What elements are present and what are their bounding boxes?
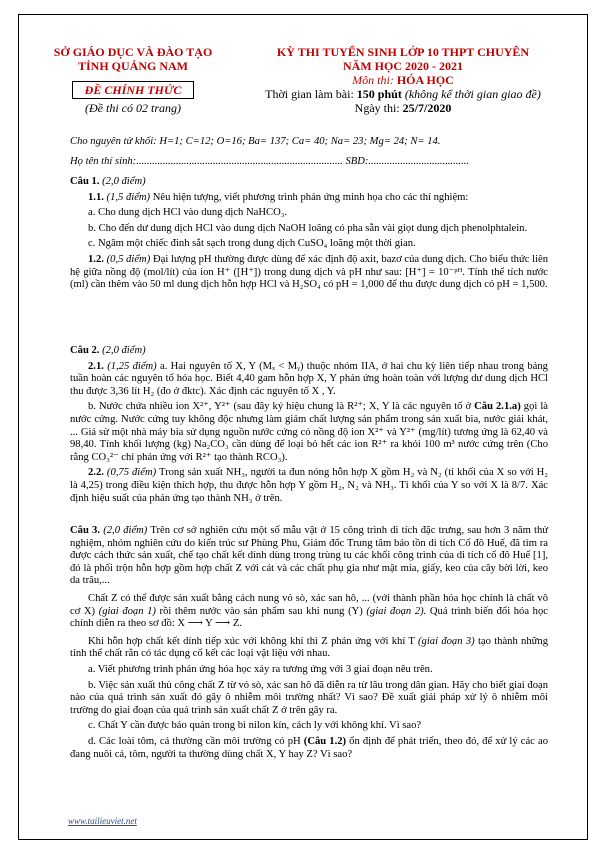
q2-b-text-1: b. Nước chứa nhiều ion X²⁺, Y²⁺ (sau đây ký hiệu chung là R²⁺; X, Y là các nguyên tố ở [88, 401, 472, 413]
province-name: TỈNH QUẢNG NAM [78, 59, 188, 73]
q1-points: (2,0 điểm) [102, 176, 146, 187]
q1-part2 [70, 254, 548, 292]
q1-title: Câu 1. [70, 176, 100, 187]
question-3 [70, 525, 548, 761]
q3-para2 [70, 593, 548, 631]
q2-part1 [70, 361, 548, 399]
date-value: 25/7/2020 [402, 101, 452, 115]
exam-title: KỲ THI TUYỂN SINH LỚP 10 THPT CHUYÊN [276, 45, 530, 59]
q1-p2-num: 1.2. [88, 253, 104, 265]
q1-b: b. Cho đến dư dung dịch HCl vào dung dịch NaOH loãng có pha sẵn vài giọt dung dịch phenolphtalein. [88, 222, 528, 234]
atomic-masses: Cho nguyên tử khối: H=1; C=12; O=16; Ba= 137; Ca= 40; Na= 23; Mg= 24; N= 14. [70, 136, 441, 147]
official-stamp: ĐỀ CHÍNH THỨC [72, 81, 195, 99]
q3-stage3: (giai đoạn 3) [418, 635, 475, 647]
candidate-line [70, 156, 548, 169]
q3-c: c. Chất Y cần được bảo quản trong bì nilon kín, cách ly với không khí. Vì sao? [88, 720, 422, 732]
sbd-dots: ...................................... [368, 156, 470, 167]
q3-d-a: d. Các loài tôm, cá thường cần môi trường có pH [88, 735, 301, 747]
q1-part1 [70, 192, 548, 205]
q3-d [70, 736, 548, 761]
q1-a: a. Cho dung dịch HCl vào dung dịch NaHCO₃. [88, 207, 288, 219]
candidate-name-label: Họ tên thí sinh: [70, 156, 137, 167]
q1-p2-text: Đại lượng pH thường được dùng để xác định độ axit, bazơ của dung dịch. Cho biểu thức liên hệ giữa nồng độ (mol/lít) của ion H⁺ ([H⁺]) trong dung dịch và pH như sau: [H⁺] = 10⁻ᵖᴴ. Tính thể tích nước (ml) cần thêm vào 50 ml dung dịch hỗn hợp HCl và H₂SO₄ có pH = 1,000 để thu được dung dịch có pH = 1,500. [70, 253, 549, 291]
q2-p1-num: 2.1. [88, 360, 104, 372]
q2-p2-pts: (0,75 điểm) [106, 467, 157, 479]
time-line [238, 87, 568, 101]
time-label: Thời gian làm bài: [265, 87, 354, 101]
q3-stage1: (giai đoạn 1) [98, 605, 156, 617]
q1-heading [70, 176, 548, 189]
q3-para3-b: tạo thành những tinh thể chất rắn có tác dụng cố kết các loại vật liệu với nhau. [70, 635, 548, 660]
subject-name: HÓA HỌC [396, 73, 454, 87]
q2-p2-num: 2.2. [88, 467, 104, 479]
time-note: (không kể thời gian giao đề) [404, 87, 541, 101]
q3-para2-c: Quá trình biến đổi hóa học chính diễn ra theo sơ đồ: X ⟶ Y ⟶ Z. [70, 605, 548, 630]
header-right [238, 45, 568, 115]
q3-points: (2,0 điểm) [103, 525, 148, 536]
q1-p2-pts: (0,5 điểm) [106, 253, 151, 265]
q1-p1-text: Nêu hiện tượng, viết phương trình phản ứng minh họa cho các thí nghiệm: [152, 191, 469, 203]
q3-b: b. Việc sản xuất thủ công chất Z từ vỏ sò, xác san hô đã diễn ra từ lâu trong dân gian. Hãy cho biết giai đoạn nào của quá trình sản xuất đó gây ô nhiễm môi trường nhất? Vì sao? Đề xuất giải pháp xử lý ô nhiễm môi trường do giai đoạn của quá trình sản xuất chất Z ở trên gây ra. [70, 679, 548, 716]
q2-p1-text: a. Hai nguyên tố X, Y (Mₓ < Mᵧ) thuộc nhóm IIA, ở hai chu kỳ liên tiếp nhau trong bảng tuần hoàn các nguyên tố hóa học. Biết 4,40 gam hỗn hợp X, Y phản ứng hoàn toàn với lượng dư dung dịch HCl thu được 3,36 lít H₂ (đo ở đktc). Xác định các nguyên tố X , Y. [70, 360, 548, 397]
date-line [238, 101, 568, 115]
q2-points: (2,0 điểm) [102, 345, 146, 356]
q3-para2-a: Chất Z có thể được sản xuất bằng cách nung vỏ sò, xác san hô, ... (với thành phần hóa học chính là chất vô cơ X) [70, 592, 548, 617]
department-name: SỞ GIÁO DỤC VÀ ĐÀO TẠO [53, 45, 213, 59]
q2-part2 [70, 467, 548, 505]
q3-intro [70, 525, 548, 588]
q1-p1-pts: (1,5 điểm) [106, 191, 151, 203]
q1-c: c. Ngâm một chiếc đinh sắt sạch trong dung dịch CuSO₄ loãng một thời gian. [88, 238, 416, 250]
question-2 [70, 345, 548, 505]
q3-a: a. Viết phương trình phản ứng hóa học xảy ra tương ứng với 3 giai đoạn nêu trên. [88, 663, 433, 675]
candidate-name-dots: .............................................................................. [136, 156, 343, 167]
q2-p2-text: Trong sản xuất NH₃, người ta đun nóng hỗn hợp X gồm H₂ và N₂ (tỉ khối của X so với H₂ là 4,25) trong điều kiện thích hợp, thu được hỗn hợp Y gồm H₂, N₂ và NH₃. Tỉ khối của Y so với X là 8/7. Xác định hiệu suất của phản ứng tạo thành NH₃ ở trên. [70, 467, 548, 504]
q3-para2-b: rồi thêm nước vào sản phẩm sau khi nung (Y) [159, 605, 363, 617]
subject-line [238, 73, 568, 87]
date-label: Ngày thi: [354, 101, 400, 115]
school-year: NĂM HỌC 2020 - 2021 [343, 59, 463, 73]
q2-b [70, 401, 548, 464]
q2-b-ref: Câu 2.1.a) [474, 401, 521, 413]
q2-title: Câu 2. [70, 345, 100, 356]
q3-intro-text: Trên cơ sở nghiên cứu một số mẫu vật ở 15 công trình di tích đặc trưng, sau hơn 3 năm thử nghiệm, nhóm nghiên cứu do kiến trúc sư Phùng Phu, Giám đốc Trung tâm bảo tồn di tích Cố đô Huế, đã tìm ra được cách thức sản xuất, chế tạo chất kết dính dùng trong trùng tu các khối công trình của di tích cố đô Huế [1], đó là phối trộn hỗn hợp gồm hợp chất Z với cát và các chất phụ gia như mật mía, giấy, keo của cây bời lời, keo da trâu,... [70, 525, 548, 587]
q3-d-b: ổn định để phát triển, theo đó, để xử lý các ao đang nuôi cá, tôm, người ta thường dùng chất X, Y hay Z? Vì sao? [70, 735, 548, 760]
q3-title: Câu 3. [70, 525, 100, 536]
time-value: 150 phút [356, 87, 402, 101]
q3-d-ref: (Câu 1.2) [303, 735, 347, 747]
q3-para3 [70, 636, 548, 661]
q2-heading [70, 345, 548, 358]
subject-label: Môn thi: [352, 73, 394, 87]
q1-p1-num: 1.1. [88, 191, 104, 203]
sbd-label: SBD: [345, 156, 369, 167]
q3-stage2: (giai đoạn 2). [366, 605, 427, 617]
q2-b-text-2: gọi là nước cứng. Nước cứng tuy không độc nhưng làm giảm chất lượng sản phẩm trong sản xuất bia, nước giải khát, ... Giả sử một nhà máy bia sử dụng nguồn nước cứng có nồng độ ion X²⁺ và Y²⁺ (mg/lít) tương ứng là 62,40 và 98,40. Tính khối lượng (kg) Na₂CO₃ cần dùng để loại bỏ hết các ion R²⁺ ra khỏi 100 m³ nước cứng trên (Cho rằng CO₃²⁻ chỉ phản ứng với R²⁺ tạo thành RCO₃). [70, 401, 549, 463]
question-1 [70, 176, 548, 292]
pages-note: (Đề thi có 02 trang) [85, 101, 181, 115]
q3-para3-a: Khi hỗn hợp chất kết dính tiếp xúc với không khí thì Z phản ứng với khí T [88, 635, 415, 647]
footer-link[interactable]: www.tailieuviet.net [68, 816, 137, 826]
q2-p1-pts: (1,25 điểm) [107, 360, 157, 372]
header-left [48, 45, 218, 115]
